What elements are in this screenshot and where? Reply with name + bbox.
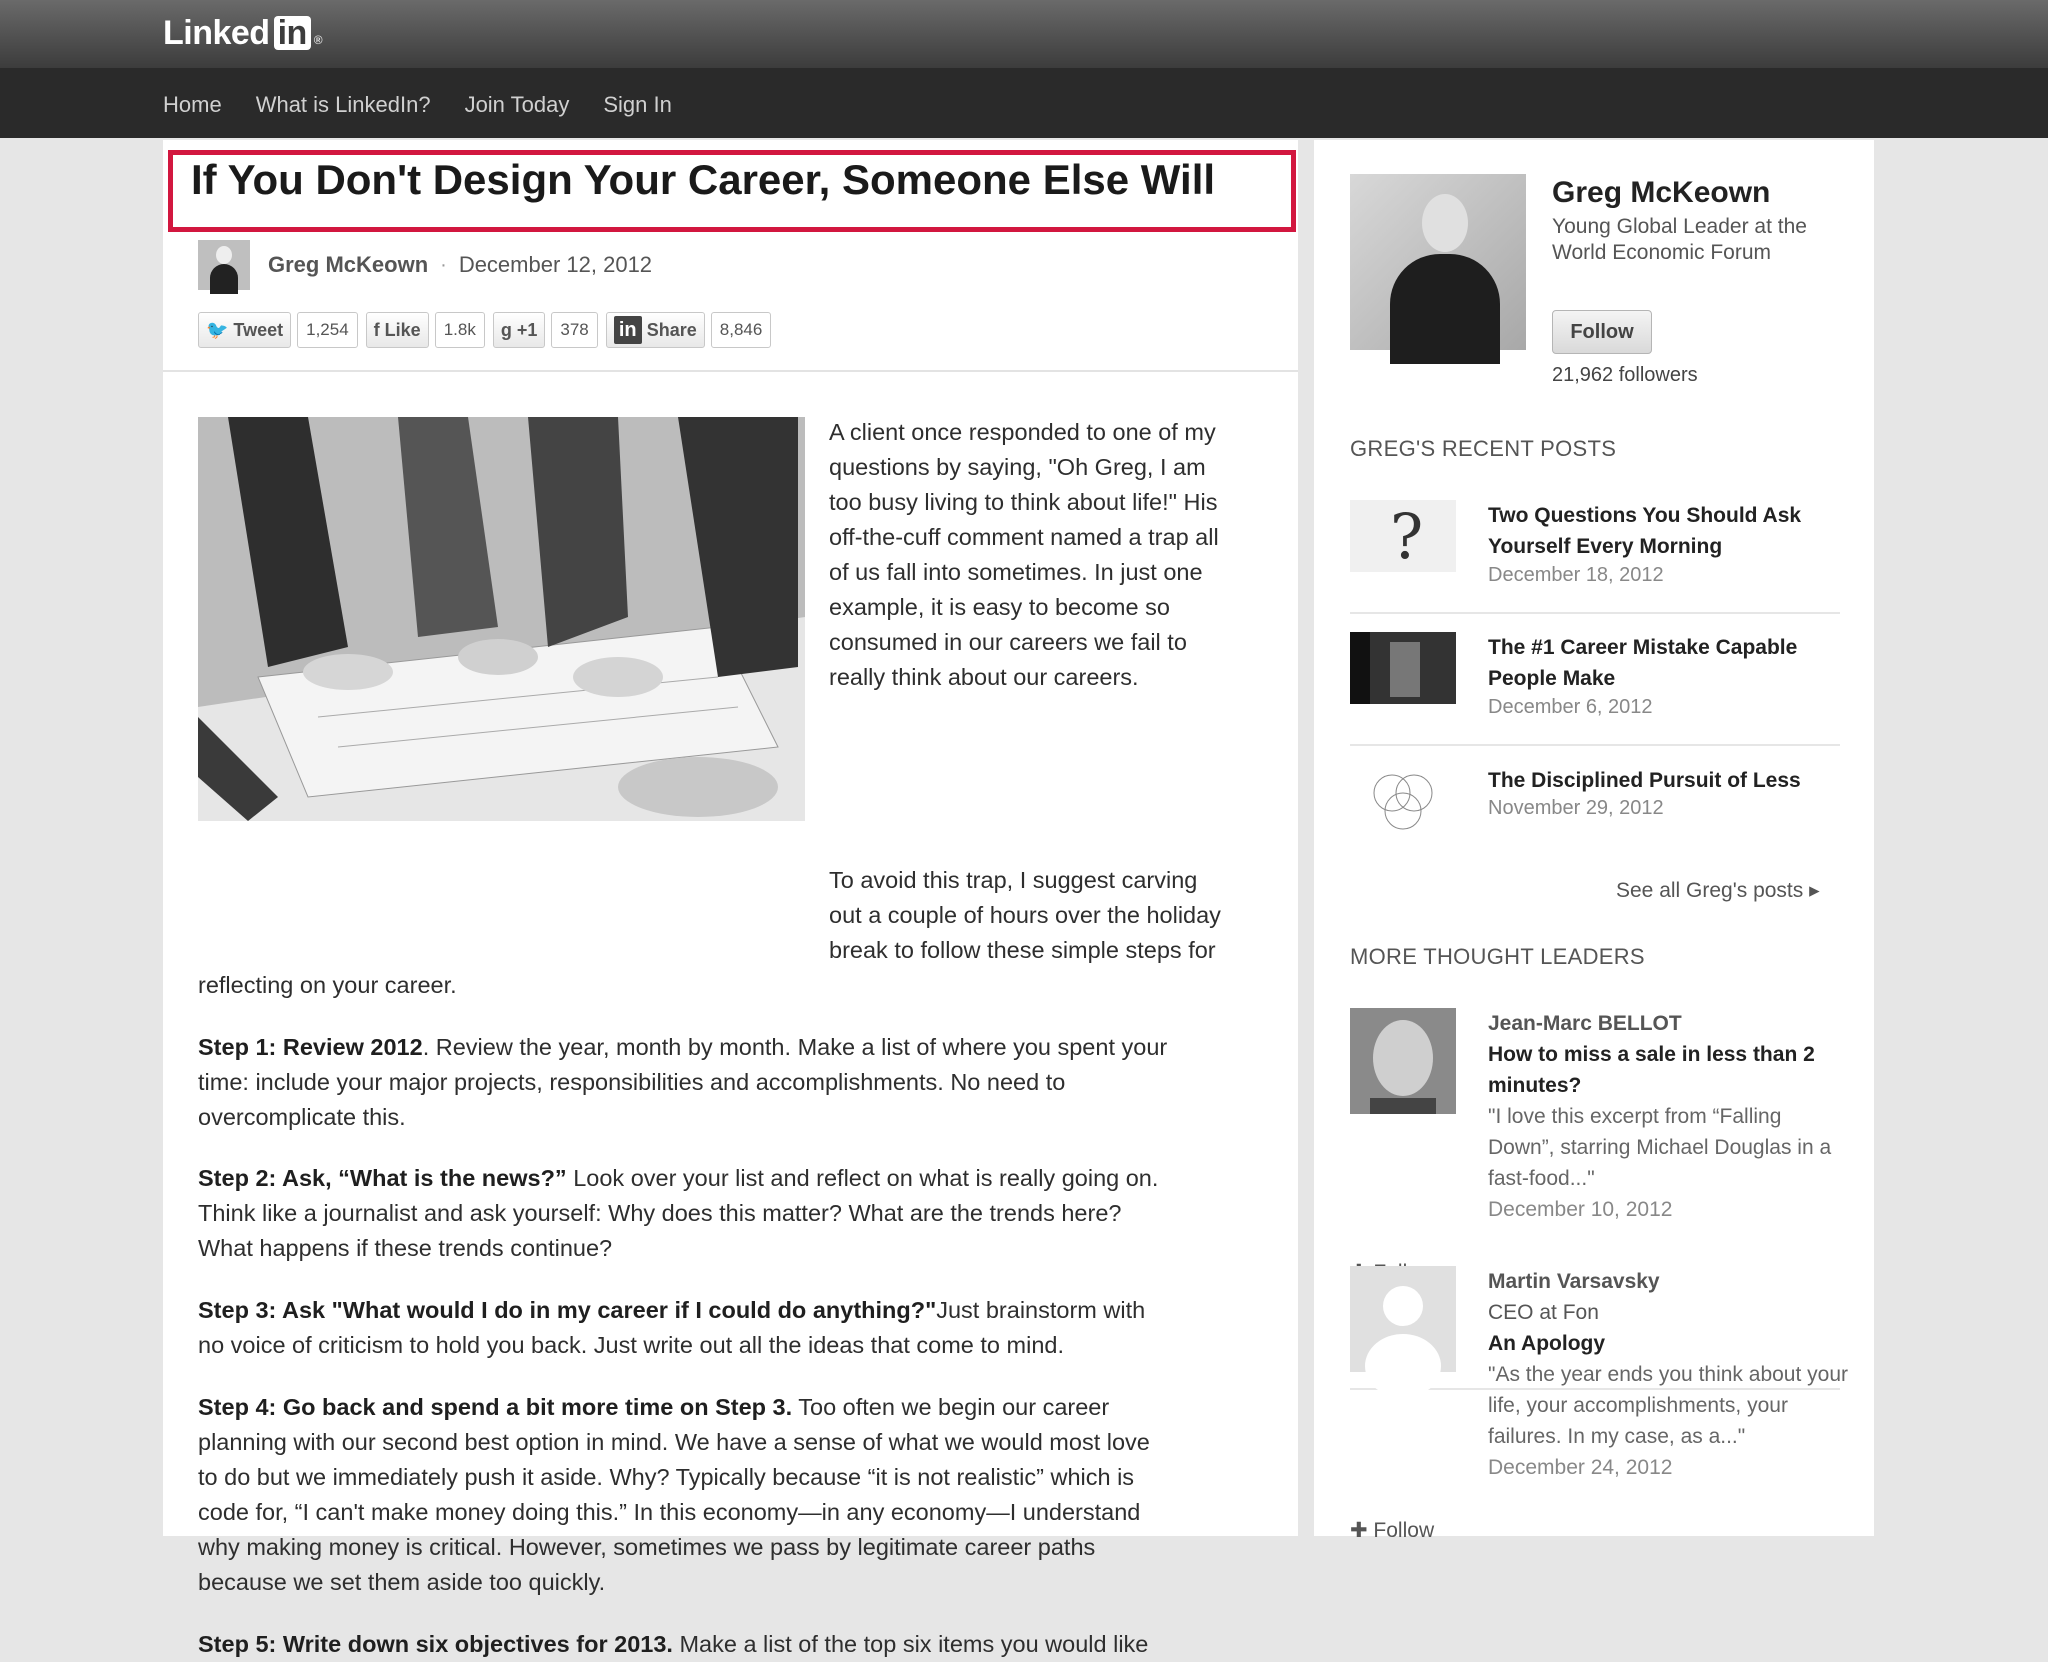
photo-figure-body — [1390, 254, 1500, 364]
step-3 — [198, 1293, 1298, 1363]
question-mark-thumbnail — [1350, 500, 1456, 572]
step-line: why making money is critical. However, sometimes we pass by legitimate career paths — [198, 1534, 1096, 1560]
post-separator — [1350, 744, 1840, 746]
step-4-heading: Step 4: Go back and spend a bit more time on Step 3. — [198, 1394, 793, 1420]
blueprint-photo-illustration — [198, 417, 805, 821]
step-line: Too often we begin our career — [792, 1394, 1110, 1420]
step-3-heading: Step 3: Ask "What would I do in my career if I could do anything?" — [198, 1297, 937, 1323]
recent-post-date: December 18, 2012 — [1488, 564, 1664, 586]
intro-line: really think about our careers. — [829, 664, 1139, 690]
tweet-count: 1,254 — [297, 312, 358, 348]
step-line: Think like a journalist and ask yourself: Why does this matter? What are the trends here? — [198, 1200, 1122, 1226]
article-date: December 12, 2012 — [458, 252, 653, 277]
step-line: . Review the year, month by month. Make a list of where you spent your — [422, 1034, 1168, 1060]
leader-post-title[interactable]: An Apology — [1488, 1332, 1606, 1355]
step-1 — [198, 1030, 1298, 1135]
photo-figure-head — [1422, 194, 1468, 252]
author-sidebar — [1314, 140, 1874, 1542]
leader-text — [1488, 1008, 1848, 1225]
article-photo — [198, 417, 805, 821]
leader-post-title[interactable]: How to miss a sale in less than 2 minutes? — [1488, 1043, 1815, 1097]
p2-line: out a couple of hours over the holiday — [829, 902, 1221, 928]
like-label: Like — [384, 319, 421, 340]
nav-home[interactable]: Home — [163, 92, 222, 117]
svg-text:?: ? — [1390, 500, 1424, 573]
dark-photo-thumbnail — [1350, 632, 1456, 704]
step-line: planning with our second best option in mind. We have a sense of what we would most love — [198, 1429, 1150, 1455]
recent-post-title[interactable]: Two Questions You Should Ask Yourself Every Morning — [1488, 504, 1802, 558]
header-divider — [163, 370, 1298, 372]
plus-count: 378 — [551, 312, 597, 348]
p2-line: To avoid this trap, I suggest carving — [829, 867, 1198, 893]
recent-posts-heading: GREG'S RECENT POSTS — [1350, 436, 1617, 461]
share-count: 8,846 — [711, 312, 772, 348]
main-nav — [163, 92, 672, 118]
intro-line: A client once responded to one of my — [829, 419, 1216, 445]
nav-what-is-linkedin[interactable]: What is LinkedIn? — [255, 92, 431, 117]
follower-count: 21,962 followers — [1552, 364, 1698, 386]
social-share-bar — [198, 312, 779, 348]
top-header — [0, 0, 2048, 68]
linkedin-share-button[interactable] — [606, 312, 705, 348]
step-5 — [198, 1627, 1298, 1662]
author-profile-photo[interactable] — [1350, 174, 1526, 350]
google-g-icon: g — [500, 319, 512, 340]
tweet-label: Tweet — [233, 319, 284, 340]
sidebar-author-name[interactable]: Greg McKeown — [1552, 176, 1771, 209]
paragraph-two-tail: reflecting on your career. — [198, 972, 457, 998]
intro-line: off-the-cuff comment named a trap all — [829, 524, 1219, 550]
logo-text: Linked — [163, 14, 270, 52]
recent-post-date: December 6, 2012 — [1488, 696, 1653, 718]
intro-line: questions by saying, "Oh Greg, I am — [829, 454, 1206, 480]
intro-line: too busy living to think about life!" His — [829, 489, 1218, 515]
step-1-heading: Step 1: Review 2012 — [198, 1034, 423, 1060]
step-line: Make a list of the top six items you would like — [672, 1631, 1149, 1657]
venn-diagram-thumbnail — [1350, 765, 1456, 837]
leader-photo-placeholder[interactable] — [1350, 1266, 1456, 1372]
leader-text — [1488, 1266, 1848, 1483]
google-plus-button[interactable] — [493, 312, 546, 348]
byline — [198, 240, 652, 290]
facebook-like-button[interactable] — [366, 312, 429, 348]
share-label: Share — [646, 319, 697, 340]
plus-label: +1 — [516, 319, 538, 340]
step-5-heading: Step 5: Write down six objectives for 2013. — [198, 1631, 673, 1657]
facebook-icon: f — [373, 319, 380, 340]
step-line: code for, “I can't make money doing this.” In this economy—in any economy—I understand — [198, 1499, 1141, 1525]
nav-join-today[interactable]: Join Today — [464, 92, 570, 117]
article-column — [163, 140, 1298, 1657]
step-line: time: include your major projects, responsibilities and accomplishments. No need to — [198, 1069, 1066, 1095]
leader-follow-link[interactable]: ✚ Follow — [1350, 1519, 1435, 1542]
byline-separator: · — [440, 253, 447, 276]
step-line: Look over your list and reflect on what is really going on. — [566, 1165, 1159, 1191]
step-line: no voice of criticism to hold you back. Just write out all the ideas that come to mind. — [198, 1332, 1064, 1358]
step-line: because we set them aside too quickly. — [198, 1569, 606, 1595]
author-avatar[interactable] — [198, 240, 250, 290]
leader-post-excerpt: "I love this excerpt from “Falling Down”, starring Michael Douglas in a fast-food..." — [1488, 1105, 1832, 1190]
step-line: Just brainstorm with — [936, 1297, 1146, 1323]
leader-name[interactable]: Martin Varsavsky — [1488, 1270, 1660, 1293]
step-line: What happens if these trends continue? — [198, 1235, 613, 1261]
step-line: to do but we immediately push it aside. Why? Typically because “it is not realistic” which is — [198, 1464, 1135, 1490]
intro-paragraph — [829, 415, 1267, 695]
leader-post-excerpt: "As the year ends you think about your life, your accomplishments, your failures. In my case, as a..." — [1488, 1363, 1849, 1448]
leader-name[interactable]: Jean-Marc BELLOT — [1488, 1012, 1682, 1035]
sidebar-author-title: Young Global Leader at the World Economic Forum — [1552, 215, 1807, 264]
linkedin-in-icon: in — [614, 316, 642, 344]
intro-line: of us fall into sometimes. In just one — [829, 559, 1203, 585]
p2-line: break to follow these simple steps for — [829, 937, 1216, 963]
follow-button[interactable]: Follow — [1552, 310, 1652, 354]
recent-post-title[interactable]: The Disciplined Pursuit of Less — [1488, 769, 1801, 792]
recent-post-title[interactable]: The #1 Career Mistake Capable People Make — [1488, 636, 1798, 690]
post-separator — [1350, 612, 1840, 614]
like-count: 1.8k — [435, 312, 485, 348]
paragraph-two — [829, 863, 1267, 968]
tweet-button[interactable] — [198, 312, 291, 348]
see-all-posts-link[interactable]: See all Greg's posts ▸ — [1616, 879, 1820, 902]
recent-post-date: November 29, 2012 — [1488, 797, 1664, 819]
intro-line: consumed in our careers we fail to — [829, 629, 1187, 655]
logo-registered-mark: ® — [313, 33, 323, 47]
linkedin-logo[interactable] — [163, 14, 322, 53]
logo-in-badge: in — [274, 16, 311, 50]
step-2-heading: Step 2: Ask, “What is the news?” — [198, 1165, 567, 1191]
twitter-bird-icon: 🐦 — [206, 319, 229, 340]
step-line: overcomplicate this. — [198, 1104, 406, 1130]
nav-bar — [0, 68, 2048, 138]
intro-line: example, it is easy to become so — [829, 594, 1170, 620]
leader-role: CEO at Fon — [1488, 1301, 1599, 1324]
nav-sign-in[interactable]: Sign In — [603, 92, 672, 117]
step-4 — [198, 1390, 1298, 1600]
leader-photo[interactable] — [1350, 1008, 1456, 1114]
step-2 — [198, 1161, 1298, 1266]
leader-post-date: December 24, 2012 — [1488, 1456, 1673, 1479]
thought-leaders-heading: MORE THOUGHT LEADERS — [1350, 944, 1645, 969]
article-title: If You Don't Design Your Career, Someone Else Will — [191, 156, 1216, 203]
leader-post-date: December 10, 2012 — [1488, 1198, 1673, 1221]
author-name[interactable]: Greg McKeown — [268, 252, 429, 277]
